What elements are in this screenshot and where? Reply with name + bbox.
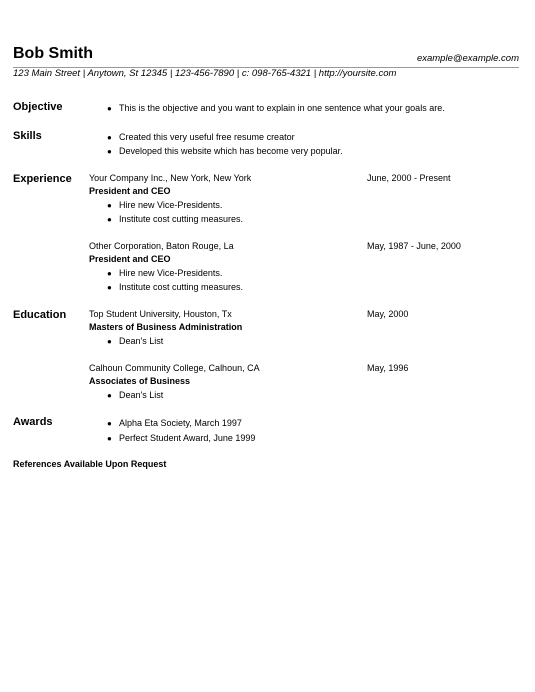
job-duty-item: [107, 281, 243, 294]
award-item: [107, 432, 255, 445]
degree-title: Masters of Business Administration: [89, 322, 243, 332]
objective-text: This is the objective and you want to explain in one sentence what your goals are.: [119, 103, 445, 113]
school-name: Calhoun Community College, Calhoun, CA: [89, 363, 260, 373]
bullet-icon: ●: [107, 269, 112, 278]
job-title: President and CEO: [89, 186, 171, 196]
bullet-icon: ●: [107, 419, 112, 428]
skills-item: [107, 145, 343, 158]
job-duty-text: Hire new Vice-Presidents.: [119, 268, 223, 278]
bullet-icon: ●: [107, 283, 112, 292]
job-title: President and CEO: [89, 254, 171, 264]
job-duty-text: Hire new Vice-Presidents.: [119, 200, 223, 210]
skills-item: [107, 131, 295, 144]
job-duty-item: [107, 213, 243, 226]
bullet-icon: ●: [107, 391, 112, 400]
bullet-icon: ●: [107, 434, 112, 443]
award-text: Perfect Student Award, June 1999: [119, 433, 256, 443]
references-note: References Available Upon Request: [13, 459, 167, 469]
awards-heading: Awards: [13, 416, 53, 428]
honor-item: [107, 335, 163, 348]
skills-text: Created this very useful free resume creator: [119, 132, 295, 142]
job-duty-text: Institute cost cutting measures.: [119, 214, 244, 224]
job-duty-item: [107, 267, 222, 280]
email-address: example@example.com: [416, 53, 519, 64]
award-item: [107, 417, 242, 430]
job-dates: May, 1987 - June, 2000: [367, 241, 461, 251]
job-organization: Other Corporation, Baton Rouge, La: [89, 241, 234, 251]
objective-heading: Objective: [13, 101, 63, 113]
bullet-icon: ●: [107, 104, 112, 113]
skills-heading: Skills: [13, 130, 42, 142]
bullet-icon: ●: [107, 215, 112, 224]
bullet-icon: ●: [107, 133, 112, 142]
school-name: Top Student University, Houston, Tx: [89, 309, 232, 319]
job-duty-item: [107, 199, 222, 212]
education-heading: Education: [13, 309, 67, 321]
contact-line: 123 Main Street | Anytown, St 12345 | 123-456-7890 | c: 098-765-4321 | http://yoursite.com: [13, 68, 397, 79]
honor-item: [107, 389, 163, 402]
honor-text: Dean's List: [119, 336, 164, 346]
job-dates: June, 2000 - Present: [367, 173, 451, 183]
resume-header: [13, 44, 521, 79]
bullet-icon: ●: [107, 147, 112, 156]
award-text: Alpha Eta Society, March 1997: [119, 418, 242, 428]
candidate-name: Bob Smith: [13, 45, 93, 62]
objective-item: [107, 102, 445, 115]
skills-text: Developed this website which has become very popular.: [119, 146, 343, 156]
school-dates: May, 2000: [367, 309, 409, 319]
bullet-icon: ●: [107, 337, 112, 346]
degree-title: Associates of Business: [89, 376, 191, 386]
job-organization: Your Company Inc., New York, New York: [89, 173, 252, 183]
honor-text: Dean's List: [119, 390, 164, 400]
job-duty-text: Institute cost cutting measures.: [119, 282, 244, 292]
school-dates: May, 1996: [367, 363, 409, 373]
experience-heading: Experience: [13, 173, 72, 185]
bullet-icon: ●: [107, 201, 112, 210]
